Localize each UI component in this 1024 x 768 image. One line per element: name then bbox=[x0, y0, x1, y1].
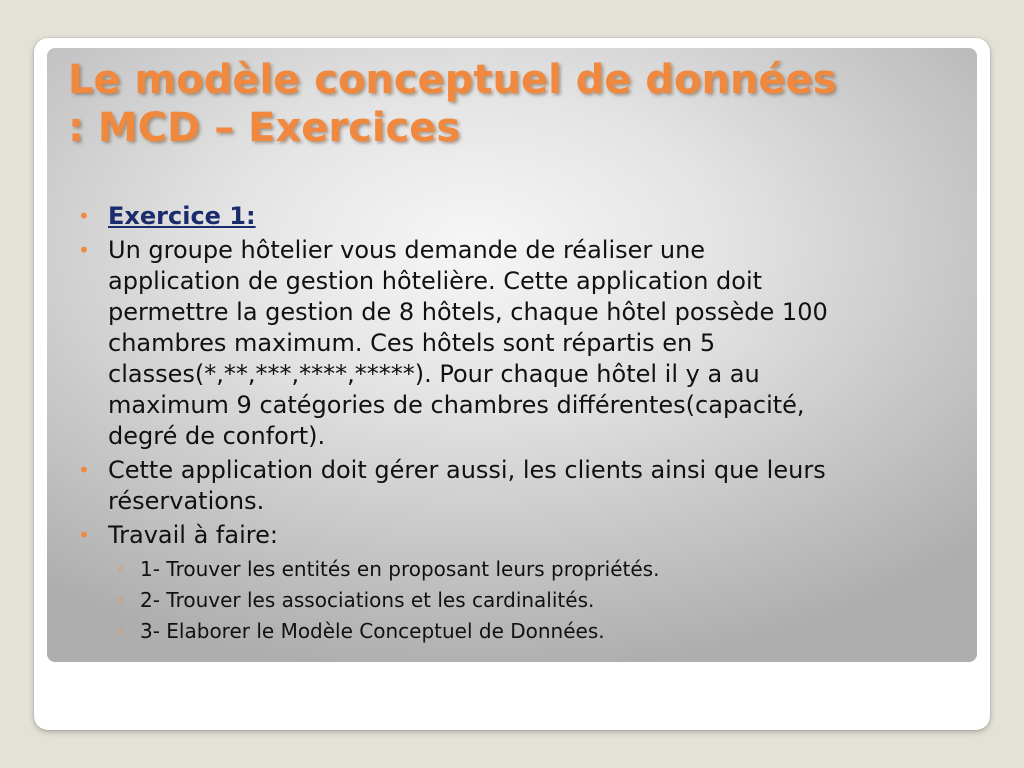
slide-body bbox=[78, 201, 968, 647]
description-line-6: maximum 9 catégories de chambres différentes(capacité, bbox=[108, 391, 805, 419]
bullet-dot: • bbox=[78, 238, 90, 262]
bullet-dot: • bbox=[78, 204, 90, 228]
slide-title-line-1: Le modèle conceptuel de données bbox=[68, 57, 837, 103]
bullet-description bbox=[78, 235, 968, 452]
description-line-4: chambres maximum. Ces hôtels sont répartis en 5 bbox=[108, 329, 716, 357]
tasks-label: Travail à faire: bbox=[108, 521, 278, 549]
clients-line-1: Cette application doit gérer aussi, les clients ainsi que leurs bbox=[108, 456, 826, 484]
slide-title bbox=[68, 56, 968, 152]
sub-bullet-task-3 bbox=[78, 616, 968, 647]
sub-bullet-task-1 bbox=[78, 554, 968, 585]
bullet-clients bbox=[78, 455, 968, 517]
bullet-dot: • bbox=[78, 458, 90, 482]
task-1-text: 1- Trouver les entités en proposant leurs propriétés. bbox=[140, 557, 660, 581]
description-line-7: degré de confort). bbox=[108, 422, 326, 450]
task-2-text: 2- Trouver les associations et les cardinalités. bbox=[140, 588, 595, 612]
bullet-tasks bbox=[78, 520, 968, 551]
sub-bullet-ring: ◦ bbox=[116, 622, 126, 641]
sub-bullet-ring: ◦ bbox=[116, 560, 126, 579]
bullet-exercise-heading bbox=[78, 201, 968, 232]
description-line-1: Un groupe hôtelier vous demande de réaliser une bbox=[108, 236, 706, 264]
slide-title-line-2: : MCD – Exercices bbox=[68, 105, 461, 151]
sub-bullet-ring: ◦ bbox=[116, 591, 126, 610]
bullet-dot: • bbox=[78, 523, 90, 547]
description-line-5: classes(*,**,***,****,*****). Pour chaque hôtel il y a au bbox=[108, 360, 760, 388]
clients-line-2: réservations. bbox=[108, 487, 265, 515]
task-3-text: 3- Elaborer le Modèle Conceptuel de Données. bbox=[140, 619, 605, 643]
description-line-2: application de gestion hôtelière. Cette application doit bbox=[108, 267, 763, 295]
exercise-1-link[interactable]: Exercice 1: bbox=[108, 202, 256, 230]
sub-bullet-task-2 bbox=[78, 585, 968, 616]
description-line-3: permettre la gestion de 8 hôtels, chaque hôtel possède 100 bbox=[108, 298, 828, 326]
